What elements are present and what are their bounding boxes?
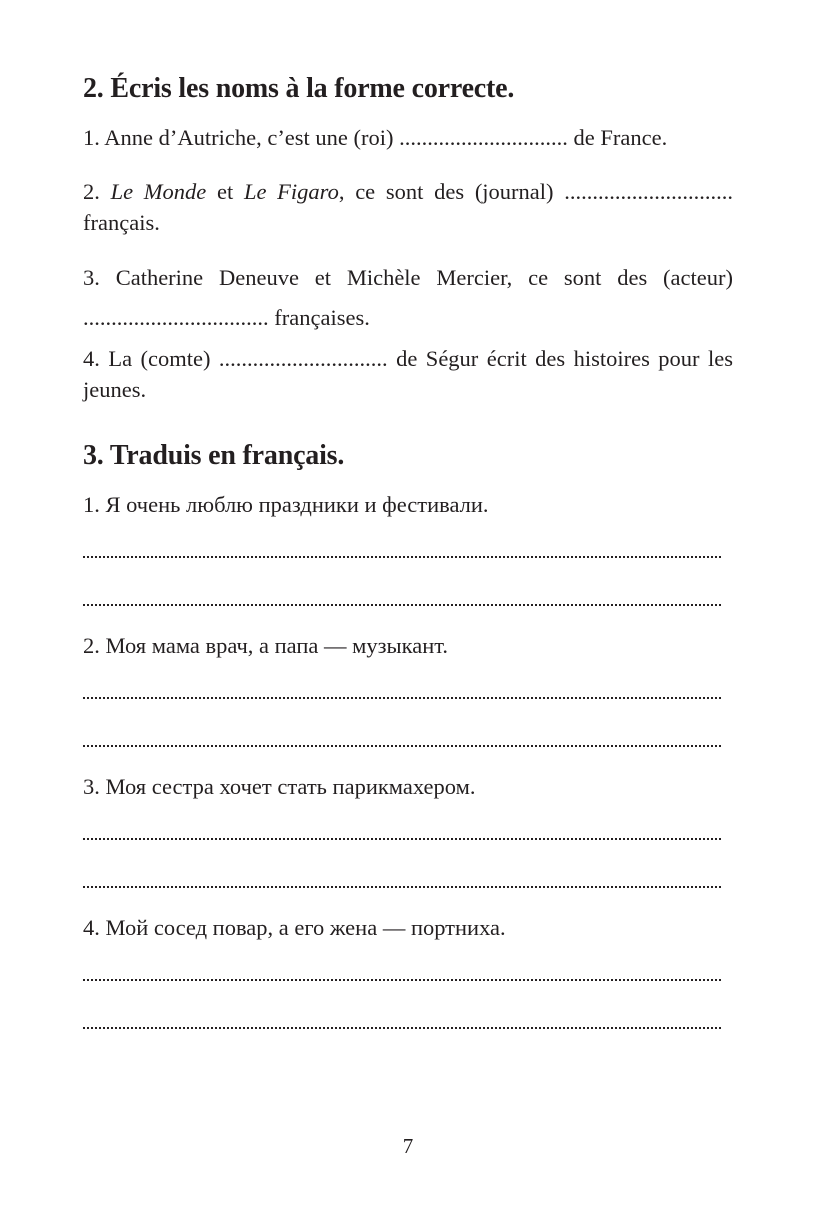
item-text-before: , ce sont des (journal)	[338, 179, 565, 204]
exercise-2-item-2	[83, 176, 733, 238]
section-2-title: 2. Écris les noms à la forme correcte.	[83, 73, 515, 104]
item-text-before: 3. Catherine Deneuve et Michèle Mercier, ce sont des (acteur)	[83, 265, 733, 290]
translation-sentence-2: 2. Моя мама врач, а папа — музыкант.	[83, 633, 449, 658]
item-text-after: françaises.	[268, 305, 370, 330]
exercise-2-item-1	[83, 122, 733, 153]
exercise-2-item-4	[83, 343, 733, 405]
worksheet-page	[83, 0, 733, 1211]
fill-blank[interactable]: .................................	[83, 305, 269, 330]
item-text-before: 4. La (comte)	[83, 346, 219, 371]
item-text-after: français.	[83, 210, 160, 235]
answer-line[interactable]	[83, 886, 721, 888]
item-text-after: de France.	[567, 125, 668, 150]
newspaper-title-2: Le Figaro	[243, 179, 339, 204]
newspaper-title-1: Le Monde	[110, 179, 207, 204]
translation-sentence-1: 1. Я очень люблю праздники и фестивали.	[83, 492, 489, 517]
section-3-title: 3. Traduis en français.	[83, 440, 345, 471]
fill-blank[interactable]: ..............................	[399, 125, 568, 150]
page-number: 7	[402, 1134, 414, 1158]
translation-sentence-4: 4. Мой сосед повар, а его жена — портниха.	[83, 915, 506, 940]
exercise-2-item-3	[83, 258, 733, 338]
answer-line[interactable]	[83, 556, 721, 558]
answer-line[interactable]	[83, 979, 721, 981]
item-text-mid: et	[206, 179, 244, 204]
answer-line[interactable]	[83, 604, 721, 606]
item-text-before: 1. Anne d’Autriche, c’est une (roi)	[83, 125, 400, 150]
fill-blank[interactable]: ..............................	[218, 346, 388, 371]
item-text-after: de Ségur écrit des histoires pour les jeunes.	[83, 346, 733, 402]
answer-line[interactable]	[83, 1027, 721, 1029]
answer-line[interactable]	[83, 697, 721, 699]
answer-line[interactable]	[83, 838, 721, 840]
item-number: 2.	[83, 179, 111, 204]
fill-blank[interactable]: ..............................	[564, 179, 733, 204]
translation-sentence-3: 3. Моя сестра хочет стать парикмахером.	[83, 774, 476, 799]
answer-line[interactable]	[83, 745, 721, 747]
